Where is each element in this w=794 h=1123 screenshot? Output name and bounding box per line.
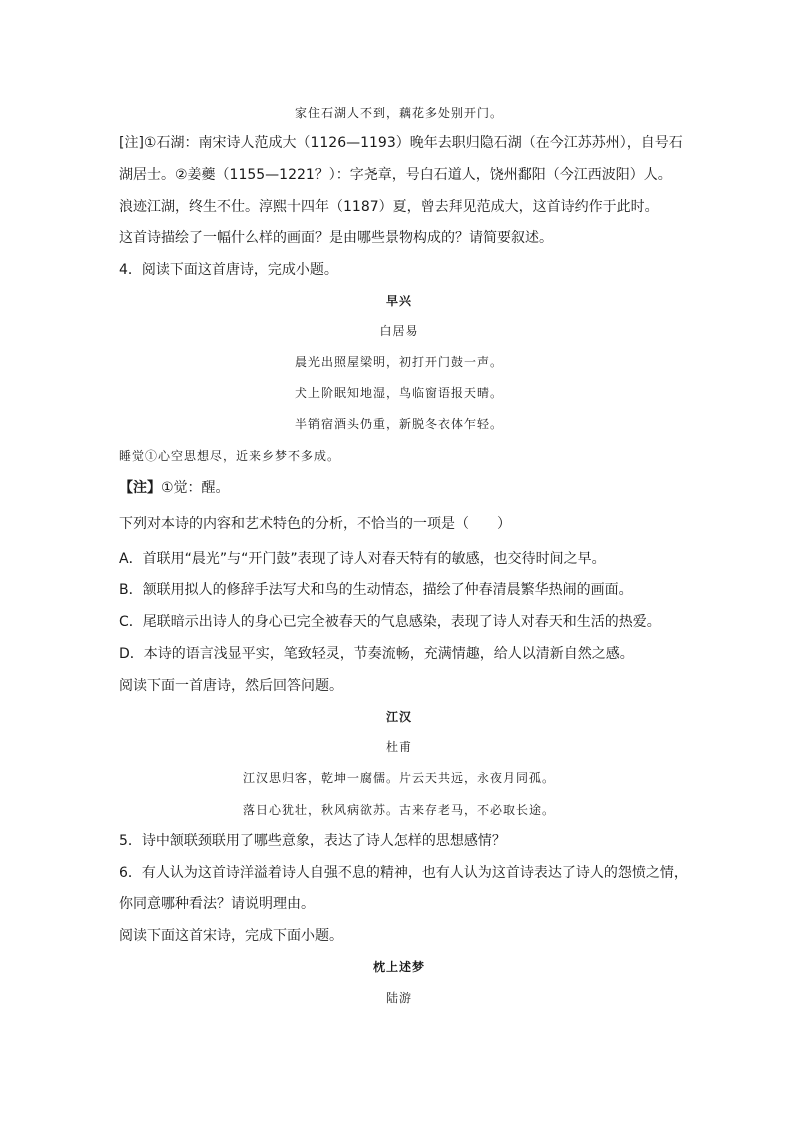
poem-title: 枕上述梦 (372, 960, 425, 974)
note-label: 【注】 (119, 480, 161, 496)
question-text: 下列对本诗的内容和艺术特色的分析，不恰当的一项是（ ） (119, 516, 511, 532)
poem-line: 睡觉①心空思想尽，近来乡梦不多成。 (119, 449, 341, 463)
question-intro: 4．阅读下面这首唐诗，完成小题。 (119, 262, 338, 278)
poem-line: 犬上阶眠知地湿，鸟临窗语报天晴。 (294, 386, 503, 400)
question-6-cont: 你同意哪种看法？请说明理由。 (119, 896, 315, 912)
option-c: C．尾联暗示出诗人的身心已完全被春天的气息感染，表现了诗人对春天和生活的热爱。 (119, 614, 661, 630)
option-b: B．颔联用拟人的修辞手法写犬和鸟的生动情态，描绘了仲春清晨繁华热闹的画面。 (119, 582, 633, 598)
note-text: 湖居士。②姜夔（1155—1221？）：字尧章，号白石道人，饶州鄱阳（今江西波阳）人。 (119, 167, 672, 183)
note-text: [注]①石湖：南宋诗人范成大（1126—1193）晚年去职归隐石湖（在今江苏苏州），自号石 (119, 135, 683, 151)
poem-title: 早兴 (385, 294, 412, 308)
poem-line: 家住石湖人不到，藕花多处别开门。 (294, 106, 503, 120)
poem-title: 江汉 (385, 710, 412, 724)
poem-line: 江汉思归客，乾坤一腐儒。片云天共远，永夜月同孤。 (242, 771, 555, 785)
poem-author: 陆游 (385, 991, 412, 1005)
poem-author: 杜甫 (385, 740, 412, 754)
option-d: D．本诗的语言浅显平实，笔致轻灵，节奏流畅，充满情趣，给人以清新自然之感。 (119, 646, 634, 662)
poem-line: 落日心犹壮，秋风病欲苏。古来存老马，不必取长途。 (242, 803, 555, 817)
question-intro: 阅读下面这首宋诗，完成下面小题。 (119, 928, 343, 944)
question-5: 5．诗中颔联颈联用了哪些意象，表达了诗人怎样的思想感情？ (119, 833, 506, 849)
question-text: 这首诗描绘了一幅什么样的画面？是由哪些景物构成的？请简要叙述。 (119, 230, 553, 246)
poem-author: 白居易 (379, 324, 419, 338)
poem-line: 晨光出照屋梁明，初打开门鼓一声。 (294, 355, 503, 369)
note-text: 浪迹江湖，终生不仕。淳熙十四年（1187）夏，曾去拜见范成大，这首诗约作于此时。 (119, 199, 659, 215)
note-line (119, 478, 679, 498)
option-a: A．首联用“晨光”与“开门鼓”表现了诗人对春天特有的敏感，也交待时间之早。 (119, 551, 606, 567)
question-intro: 阅读下面一首唐诗，然后回答问题。 (119, 678, 343, 694)
note-text: ①觉：醒。 (161, 480, 230, 496)
question-6: 6．有人认为这首诗洋溢着诗人自强不息的精神，也有人认为这首诗表达了诗人的怨愤之情， (119, 865, 688, 881)
poem-line: 半销宿酒头仍重，新脱冬衣体乍轻。 (294, 417, 503, 431)
